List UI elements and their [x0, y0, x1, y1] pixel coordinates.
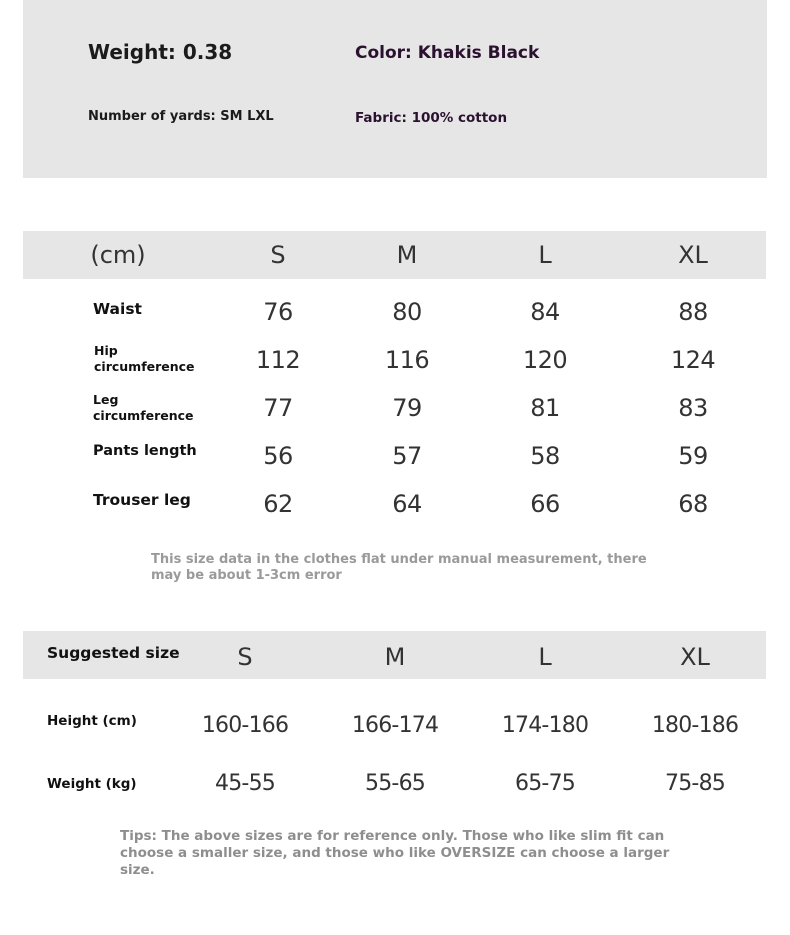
row-label-weight: Weight (kg)	[47, 776, 137, 792]
table-cell: 75-85	[665, 771, 725, 796]
row-label-leg	[93, 392, 194, 424]
table-cell: 77	[263, 394, 293, 422]
table-cell: 59	[678, 442, 708, 470]
table-cell: 66	[530, 490, 560, 518]
table-cell: 116	[384, 346, 430, 374]
size-header-xl: XL	[678, 241, 708, 269]
suggested-size-label: Suggested size	[47, 644, 180, 662]
product-info-panel	[23, 0, 767, 178]
fabric-info: Fabric: 100% cotton	[355, 110, 508, 126]
table-cell: 180-186	[651, 713, 739, 738]
suggested-header-m: M	[384, 643, 406, 671]
weight-info: Weight: 0.38	[88, 40, 233, 64]
table-cell: 57	[392, 442, 422, 470]
row-label-waist: Waist	[93, 300, 142, 318]
table-cell: 65-75	[515, 771, 575, 796]
table-cell: 160-166	[201, 713, 289, 738]
unit-header: (cm)	[90, 241, 146, 269]
table-cell: 81	[530, 394, 560, 422]
table-cell: 174-180	[501, 713, 589, 738]
measurement-note: This size data in the clothes flat under manual measurement, there may be about 1-3cm error	[151, 552, 647, 583]
suggested-header-s: S	[237, 643, 253, 671]
table-cell: 112	[255, 346, 301, 374]
table-cell: 45-55	[215, 771, 275, 796]
row-label-line: Leg	[93, 392, 119, 407]
size-header-s: S	[270, 241, 286, 269]
table-cell: 83	[678, 394, 708, 422]
table-cell: 68	[678, 490, 708, 518]
table-cell: 58	[530, 442, 560, 470]
table-cell: 56	[263, 442, 293, 470]
table-cell: 64	[392, 490, 422, 518]
suggested-header-l: L	[538, 643, 552, 671]
table-cell: 76	[263, 298, 293, 326]
row-label-pants-length: Pants length	[93, 443, 197, 459]
size-tips: Tips: The above sizes are for reference only. Those who like slim fit can choose a smaller size, and those who like OVERSIZE can choose a larger size.	[120, 828, 670, 878]
suggested-header-xl: XL	[680, 643, 710, 671]
table-cell: 84	[530, 298, 560, 326]
table-cell: 166-174	[351, 713, 439, 738]
row-label-line: circumference	[94, 359, 195, 374]
row-label-hip	[94, 343, 195, 375]
table-cell: 80	[392, 298, 422, 326]
yards-info: Number of yards: SM LXL	[88, 109, 274, 124]
table-cell: 55-65	[365, 771, 425, 796]
table-cell: 124	[670, 346, 716, 374]
row-label-trouser-leg: Trouser leg	[93, 491, 191, 509]
table-cell: 120	[522, 346, 568, 374]
size-header-l: L	[538, 241, 552, 269]
row-label-line: Hip	[94, 343, 118, 358]
table-cell: 62	[263, 490, 293, 518]
row-label-height: Height (cm)	[47, 713, 137, 729]
color-info: Color: Khakis Black	[355, 43, 540, 63]
size-header-m: M	[396, 241, 418, 269]
table-cell: 88	[678, 298, 708, 326]
table-cell: 79	[392, 394, 422, 422]
row-label-line: circumference	[93, 408, 194, 423]
